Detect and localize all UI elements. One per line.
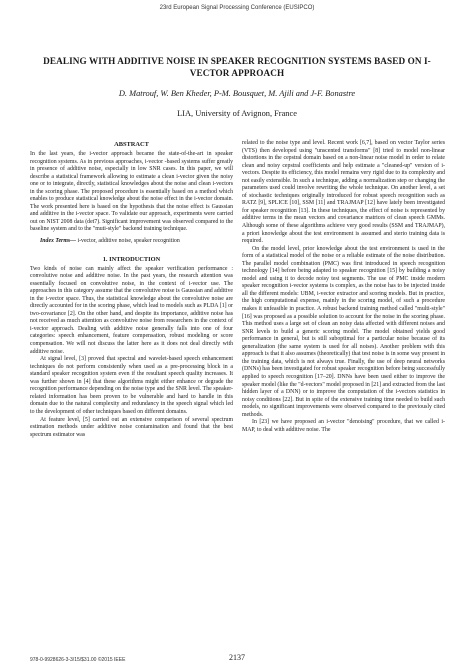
paper-affiliation: LIA, University of Avignon, France xyxy=(177,109,297,118)
intro-paragraph-1: Two kinds of noise can mainly affect the speaker verification performance : convolutive noise and additive noise. In the past years, the research attention was essentially focused on convolutive noise, in the context of i-vector use. The approaches in this category assume that the convolutive noise is Gaussian and additive in the i-vector space. Thus, the statistical knowledge about the convolutive noise are directly accounted for in the scoring phase, which lead to models such as PLDA [1] or two-covariance [2]. On the other hand, and despite its importance, additive noise has not received as much attention as convolutive noise from researchers in the context of i-vector approach. Dealing with additive noise generally falls into one of four categories: speech enhancement, feature compensation, robust modeling or score compensation. We will not discuss the latter here as it does not deal directly with additive noise. xyxy=(30,265,233,355)
right-column xyxy=(242,140,445,434)
intro-paragraph-2: At signal level, [3] proved that spectral and wavelet-based speech enhancement techniques do not perform consistently when used as a pre-processing block in a standard speaker recognition system even if the resultant speech quality increases. It was further shown in [4] that these algorithms might either enhance or degrade the recognition performance depending on the noise type and the SNR level. The speaker-related information has been proven to be vulnerable and hard to handle in this domain due to the natural complexity and redundancy in the speech signal which led to the development of other techniques based on different domains. xyxy=(30,356,233,415)
left-column xyxy=(30,140,233,439)
index-terms-label: Index Terms— xyxy=(40,238,76,245)
copyright-footer: 978-0-9928626-3-3/15/$31.00 ©2015 IEEE xyxy=(30,657,126,663)
index-terms xyxy=(30,238,233,246)
intro-paragraph-6: In [23] we have proposed an i-vector "denoising" procedure, that we called i-MAP, to deal with additive noise. The xyxy=(242,419,445,433)
index-terms-text: i-vector, additive noise, speaker recognition xyxy=(76,238,180,245)
intro-paragraph-4: related to the noise type and level. Recent work [6,7], based on vector Taylor series (VTS) then developed using "unscented transforms" [8] tried to model non-linear distortions in the cepstral domain based on a non-linear noise model in order to relate clean and noisy cepstral coefficients and help estimate a "cleaned-up" version of i-vectors. Despite its efficiency, this model remains very rigid due to its complexity and not easily extensible. In such a technique, adding a normalization step or changing the parameters used could involve rewriting the whole technique. On another level, a set of stochastic techniques originally introduced for robust speech recognition such as RATZ [9], SPLICE [10], SSM [11] and TRAJMAP [12] have lately been investigated for speaker recognition [13]. In these techniques, the effect of noise is represented by additive terms in the mean vectors and covariance matrices of clean speech GMMs. Although some of these algorithms achieve very good results (SSM and TRAJMAP), a priori knowledge about the test environment is assumed and sterio training data is required. xyxy=(242,140,445,245)
intro-paragraph-5: On the model level, prior knowledge about the test environment is used in the form of a statistical model of the noise or a reliable estimate of the noise distribution. The parallel model combination (PMC) was first introduced in speech recognition technology [14] before being adapted to speaker recognition [15] by building a noisy model and using it to decode noisy test segments. The use of PMC inside modern speaker recognition i-vector systems is complex, as the noise has to be injected inside all the different models: UBM, i-vector extractor and scoring models. But in practice, the high computational expense, mainly in the scoring model, of such a procedure makes it unfeasible in practice. A robust backend training method called "multi-style" [16] was proposed as a possible solution to account for the noise in the scoring phase. This method uses a large set of clean an noisy data affected with different noises and SNR levels to build a generic scoring model. The model obtained yields good performance in general, but is still suboptimal for a particular noise because of its generalization (the same system is used for all noises). Another problem with this approach is that it also assumes (theoretically) that test noise is in some way present in the training data, which is not always true. Finally, the use of deep neural networks (DNNs) has been investigated for robust speaker recognition before being successfully applied to speech recognition [17–20]. DNNs have been used either to improve the speaker model (like the "d-vectors" model proposed in [21] and extracted from the last hidden layer of a DNN) or to improve the computation of the i-vectors statistics in noisy conditions [22]. But in spite of the extensive training time needed to build such models, no significant improvements were observed compared to the previously cited methods. xyxy=(242,245,445,418)
paper-title: DEALING WITH ADDITIVE NOISE IN SPEAKER RECOGNITION SYSTEMS BASED ON I-VECTOR APPROACH xyxy=(43,56,431,78)
abstract-text: In the last years, the i-vector approach became the state-of-the-art in speaker recognition systems. As in previous approaches, i-vector -based systems suffer greatly in presence of additive noise, especially in low SNR cases. In this paper, we will describe a statistical framework allowing to estimate a clean i-vector given the noisy one or to integrate, directly, statistical knowledges about the noise and clean i-vectors in the scoring phase. The proposed procedure is essentially based on a method which enables to produce statistical knowledge about the noise effect in the i-vector domain. The work presented here is based on the hypothesis that the noise effect is Gaussian and additive in the i-vector space. To validate our approach, experiments were carried out on NIST 2008 data (det7). Significant improvement was observed compared to the baseline system and to the "muti-style" backend training technique. xyxy=(30,151,233,233)
intro-paragraph-3: At feature level, [5] carried out an extensive comparison of several spectrum estimation methods under additive noise contamination and found that the best spectrum estimator was xyxy=(30,416,233,438)
abstract-heading: ABSTRACT xyxy=(114,141,149,148)
conference-header: 23rd European Signal Processing Conference (EUSIPCO) xyxy=(159,5,315,11)
intro-heading: 1. INTRODUCTION xyxy=(102,255,161,263)
paper-authors: D. Matrouf, W. Ben Kheder, P-M. Bousquet, M. Ajili and J-F. Bonastre xyxy=(118,89,356,98)
page-number: 2137 xyxy=(229,653,245,662)
